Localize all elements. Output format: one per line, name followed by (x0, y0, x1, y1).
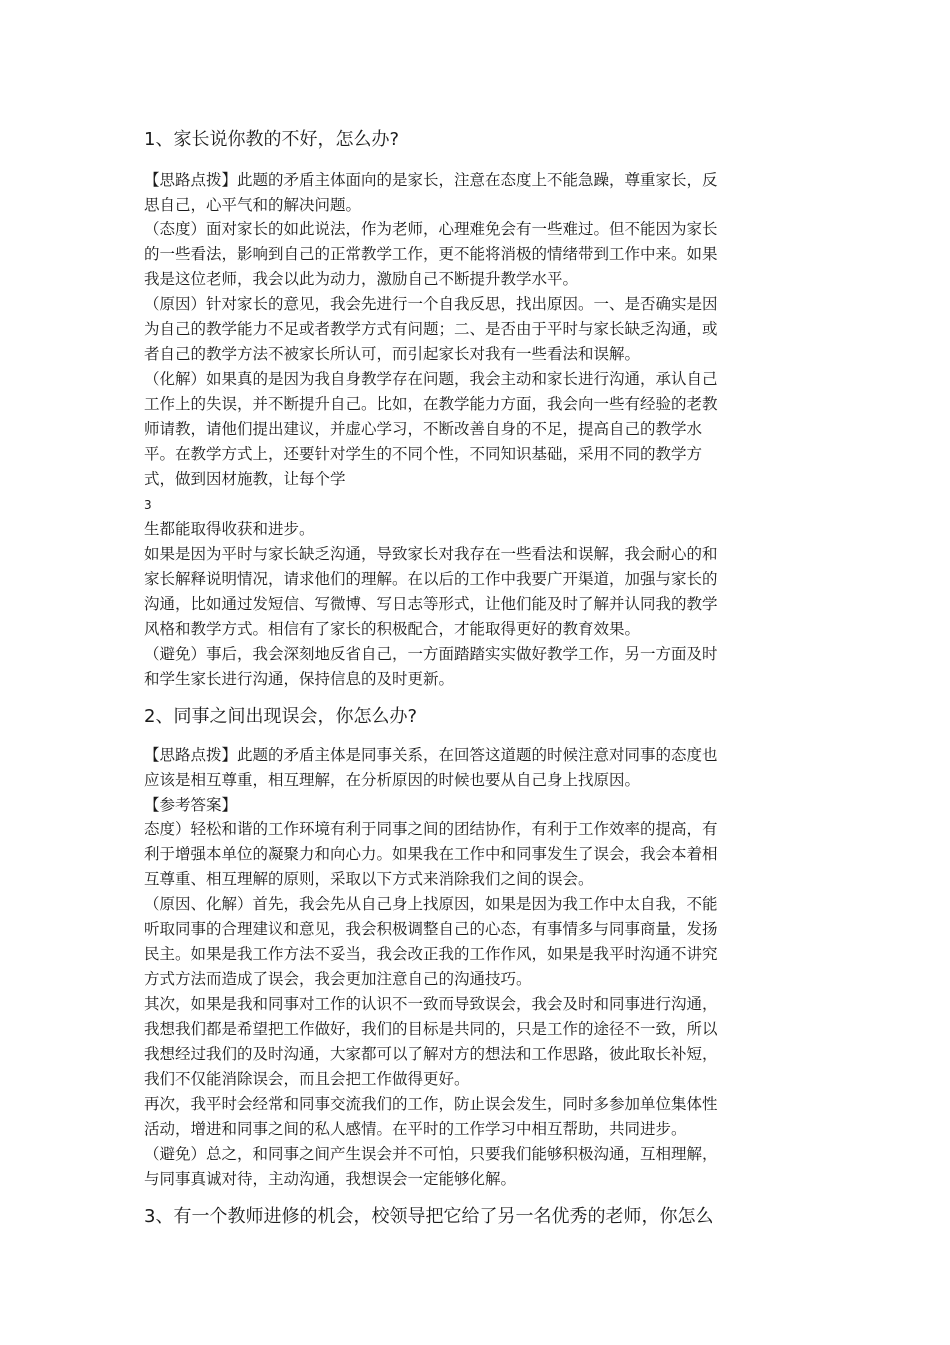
q1-line: （原因）针对家长的意见，我会先进行一个自我反思，找出原因。一、是否确实是因 (144, 295, 718, 313)
q2-line: 听取同事的合理建议和意见，我会积极调整自己的心态，有事情多与同事商量，发扬 (144, 920, 718, 938)
question-1-title: 1、家长说你教的不好，怎么办? (144, 129, 400, 150)
q2-line: 其次，如果是我和同事对工作的认识不一致而导致误会，我会及时和同事进行沟通， (144, 995, 718, 1013)
q1-line: 式，做到因材施教，让每个学 (144, 470, 346, 488)
q2-line: 利于增强本单位的凝聚力和向心力。如果我在工作中和同事发生了误会，我会本着相 (144, 845, 718, 863)
q1-line: 者自己的教学方法不被家长所认可，而引起家长对我有一些看法和误解。 (144, 345, 641, 363)
q1-line: 思自己，心平气和的解决问题。 (144, 196, 362, 214)
q2-line: （避免）总之，和同事之间产生误会并不可怕，只要我们能够积极沟通，互相理解， (144, 1145, 718, 1163)
q2-line: 互尊重、相互理解的原则，采取以下方式来消除我们之间的误会。 (144, 870, 594, 888)
q1-line: （化解）如果真的是因为我自身教学存在问题，我会主动和家长进行沟通，承认自己 (144, 370, 718, 388)
page-number: 3 (144, 498, 152, 512)
q2-line: 我想经过我们的及时沟通，大家都可以了解对方的想法和工作思路，彼此取长补短， (144, 1045, 718, 1063)
q2-line: 我们不仅能消除误会，而且会把工作做得更好。 (144, 1070, 470, 1088)
q1-line: 为自己的教学能力不足或者教学方式有问题；二、是否由于平时与家长缺乏沟通，或 (144, 320, 718, 338)
q2-line: 我想我们都是希望把工作做好，我们的目标是共同的，只是工作的途径不一致，所以 (144, 1020, 718, 1038)
q1-line: 的一些看法，影响到自己的正常教学工作，更不能将消极的情绪带到工作中来。如果 (144, 245, 718, 263)
q1-line: 【思路点拨】此题的矛盾主体面向的是家长，注意在态度上不能急躁，尊重家长，反 (144, 171, 718, 189)
q1-line: 生都能取得收获和进步。 (144, 520, 315, 538)
q1-line: 工作上的失误，并不断提升自己。比如，在教学能力方面，我会向一些有经验的老教 (144, 395, 718, 413)
q1-line: 师请教，请他们提出建议，并虚心学习，不断改善自身的不足，提高自己的教学水 (144, 420, 703, 438)
q2-line: 态度）轻松和谐的工作环境有利于同事之间的团结协作，有利于工作效率的提高，有 (144, 820, 718, 838)
q2-line: 民主。如果是我工作方法不妥当，我会改正我的工作作风，如果是我平时沟通不讲究 (144, 945, 718, 963)
question-2-title: 2、同事之间出现误会，你怎么办? (144, 706, 418, 727)
q2-line: （原因、化解）首先，我会先从自己身上找原因，如果是因为我工作中太自我，不能 (144, 895, 718, 913)
q2-line: 【思路点拨】此题的矛盾主体是同事关系，在回答这道题的时候注意对同事的态度也 (144, 746, 718, 764)
q1-line: 和学生家长进行沟通，保持信息的及时更新。 (144, 670, 455, 688)
q2-line: 与同事真诚对待，主动沟通，我想误会一定能够化解。 (144, 1170, 517, 1188)
q1-line: （避免）事后，我会深刻地反省自己，一方面踏踏实实做好教学工作，另一方面及时 (144, 645, 718, 663)
q1-line: 家长解释说明情况，请求他们的理解。在以后的工作中我要广开渠道，加强与家长的 (144, 570, 718, 588)
q1-line: 如果是因为平时与家长缺乏沟通，导致家长对我存在一些看法和误解，我会耐心的和 (144, 545, 718, 563)
q2-line: 方式方法而造成了误会，我会更加注意自己的沟通技巧。 (144, 970, 532, 988)
question-3-title: 3、有一个教师进修的机会，校领导把它给了另一名优秀的老师，你怎么 (144, 1206, 714, 1227)
q1-line: 沟通，比如通过发短信、写微博、写日志等形式，让他们能及时了解并认同我的教学 (144, 595, 718, 613)
q1-line: （态度）面对家长的如此说法，作为老师，心理难免会有一些难过。但不能因为家长 (144, 220, 718, 238)
q2-line: 再次，我平时会经常和同事交流我们的工作，防止误会发生，同时多参加单位集体性 (144, 1095, 718, 1113)
q2-line: 应该是相互尊重，相互理解，在分析原因的时候也要从自己身上找原因。 (144, 771, 641, 789)
q2-line: 活动，增进和同事之间的私人感情。在平时的工作学习中相互帮助，共同进步。 (144, 1120, 687, 1138)
q2-line: 【参考答案】 (144, 796, 238, 814)
q1-line: 风格和教学方式。相信有了家长的积极配合，才能取得更好的教育效果。 (144, 620, 641, 638)
q1-line: 平。在教学方式上，还要针对学生的不同个性，不同知识基础，采用不同的教学方 (144, 445, 703, 463)
q1-line: 我是这位老师，我会以此为动力，激励自己不断提升教学水平。 (144, 270, 579, 288)
